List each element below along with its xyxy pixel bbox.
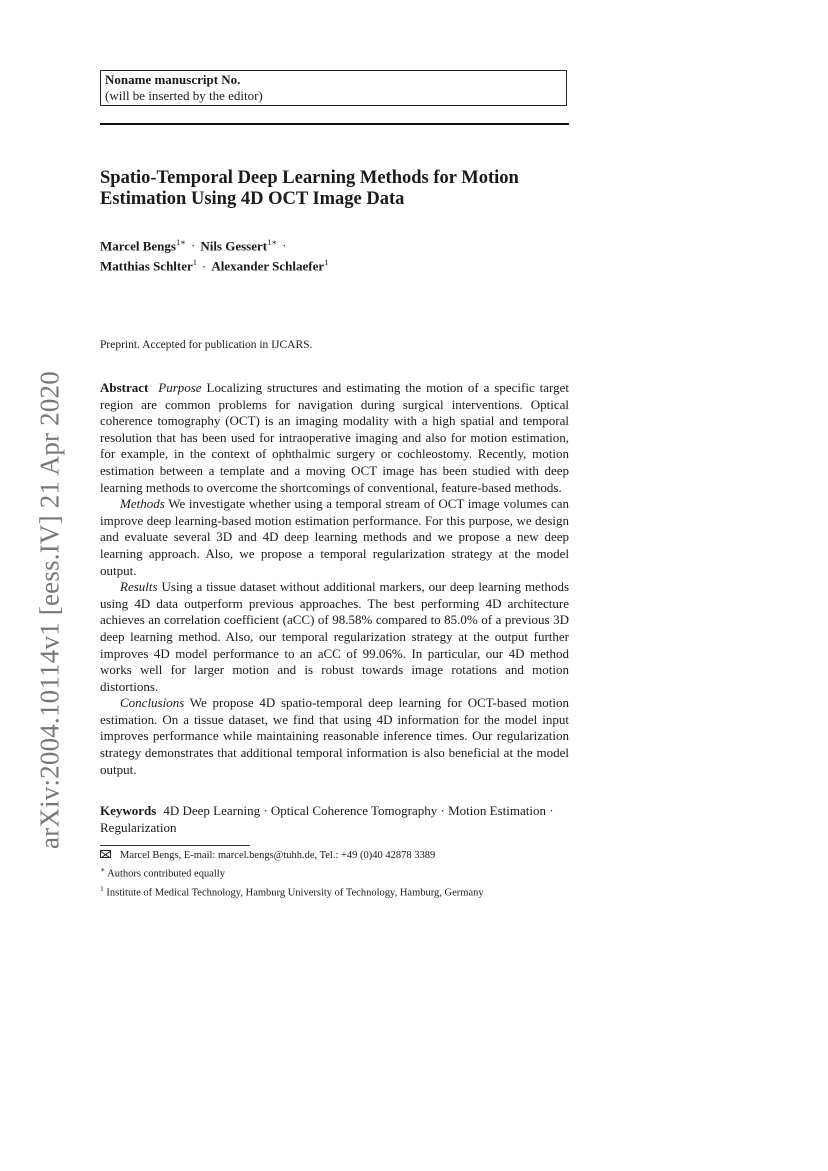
footnote-mark: 1 — [100, 883, 104, 893]
purpose-label: Purpose — [158, 380, 202, 395]
author-separator: · — [282, 238, 287, 254]
equal-contribution-text: Authors contributed equally — [107, 868, 225, 880]
methods-label: Methods — [120, 496, 165, 512]
abstract-purpose — [100, 380, 569, 496]
abstract-conclusions — [100, 695, 569, 778]
manuscript-number-label: Noname manuscript No. — [105, 72, 241, 87]
footnote-rule — [100, 845, 250, 846]
paper-title — [100, 168, 569, 210]
author-separator: · — [190, 238, 196, 254]
purpose-text: Localizing structures and estimating the motion of a specific target region are common problems for navigation during surgical interventions. Optical coherence tomography (OCT) is an imaging modality with a high spatial and temporal resolution that has been used for intraoperative imaging and also for motion estimation, for example, in the context of ophthalmic surgery or cochleostomy. Recently, motion estimation between a template and a moving OCT image has been studied with deep learning methods to overcome the shortcomings of conventional, feature-based methods. — [100, 380, 570, 495]
manuscript-header-box — [100, 70, 567, 106]
author-name: Alexander Schlaefer — [211, 258, 325, 274]
author-affiliation-mark: 1∗ — [267, 237, 278, 247]
author-line-1 — [100, 234, 569, 254]
abstract-methods — [100, 496, 569, 579]
footnote-contact — [100, 849, 569, 863]
keywords — [100, 803, 569, 836]
author-name: Nils Gessert — [200, 238, 268, 254]
author-affiliation-mark: 1 — [324, 257, 329, 268]
abstract — [100, 380, 569, 778]
author-name: Marcel Bengs — [100, 238, 176, 254]
footnotes — [100, 849, 569, 900]
preprint-note: Preprint. Accepted for publication in IJCARS. — [100, 339, 313, 351]
footnote-affiliation — [100, 882, 569, 901]
arxiv-identifier-stamp: arXiv:2004.10114v1 [eess.IV] 21 Apr 2020 — [34, 371, 65, 849]
methods-text: We investigate whether using a temporal stream of OCT image volumes can improve deep learning-based motion estimation performance. For this purpose, we design and evaluate several 3D and 4D deep learning methods and we propose a new deep learning approach. Also, we propose a temporal regularization strategy at the model output. — [100, 496, 569, 578]
author-line-2 — [100, 254, 569, 274]
contact-text: Marcel Bengs, E-mail: marcel.bengs@tuhh.de, Tel.: +49 (0)40 42878 3389 — [120, 850, 436, 861]
author-name: Matthias Schlter — [100, 258, 193, 274]
author-affiliation-mark: 1∗ — [175, 237, 186, 247]
footnote-equal-contribution — [100, 863, 569, 882]
editor-note: (will be inserted by the editor) — [105, 88, 263, 103]
abstract-results — [100, 579, 569, 695]
keywords-text: 4D Deep Learning · Optical Coherence Tomography · Motion Estimation · Regularization — [100, 803, 554, 835]
paper-title-line-2: Estimation Using 4D OCT Image Data — [100, 189, 405, 209]
conclusions-text: We propose 4D spatio-temporal deep learning for OCT-based motion estimation. On a tissue dataset, we find that using 4D information for the model input improves performance while maintaining reasonable inference times. Our regularization strategy demonstrates that additional temporal information is also beneficial at the model output. — [100, 695, 569, 777]
conclusions-label: Conclusions — [120, 695, 185, 711]
author-affiliation-mark: 1 — [192, 257, 198, 268]
paper-title-line-1: Spatio-Temporal Deep Learning Methods for Motion — [100, 168, 519, 188]
author-separator: · — [202, 258, 207, 274]
results-label: Results — [120, 579, 158, 595]
envelope-icon — [100, 850, 111, 858]
affiliation-text: Institute of Medical Technology, Hamburg University of Technology, Hamburg, Germany — [106, 887, 484, 898]
results-text: Using a tissue dataset without additional markers, our deep learning methods using 4D data outperform previous approaches. The best performing 4D architecture achieves an correlation coefficient (aCC) of 98.58% compared to 85.0% of a previous 3D deep learning method. Also, our temporal regularization strategy at the output further improves 4D model performance to an aCC of 99.06%. In particular, our 4D method works well for larger motion and is robust towards image rotations and motion distortions. — [100, 579, 569, 694]
keywords-label: Keywords — [100, 803, 157, 818]
abstract-label: Abstract — [100, 380, 149, 395]
header-rule — [100, 123, 569, 125]
author-list — [100, 234, 569, 275]
footnote-mark: ∗ — [100, 865, 106, 874]
